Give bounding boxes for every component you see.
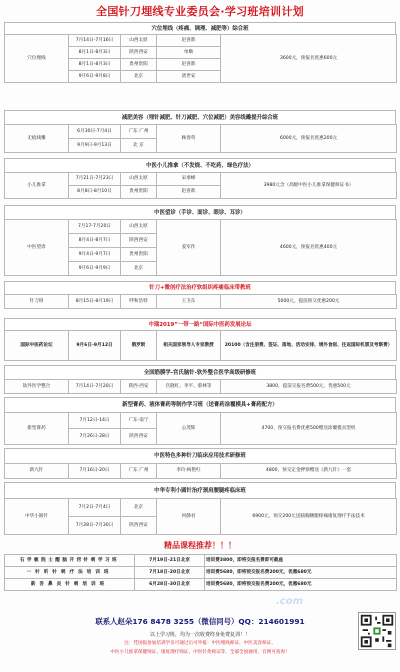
course-date: 7月2日-7月4日 (69, 499, 121, 517)
table-row (5, 579, 397, 591)
course-city: 广东 广州 (121, 125, 157, 139)
table-row (5, 125, 397, 139)
course-name: 针刀班 (5, 295, 69, 309)
course-date: 7月16日-20日 (69, 464, 121, 479)
promo-course-date: 7月19日-21日北京 (135, 555, 205, 567)
course-date: 8月1日-8月3日 (69, 47, 121, 59)
table-row (5, 567, 397, 579)
table-pediatric-massage (4, 172, 397, 199)
section-header-inspection-diagnosis: 中医望诊（手诊、面诊、眼诊、耳诊） (4, 205, 396, 219)
course-date: 8月15日-8月19日 (69, 295, 121, 309)
course-city: 山西太原 (121, 35, 157, 47)
section-header-fascia: 全国筋膜学-宫氏脑针-软外整合医学高级研修班 (4, 365, 396, 379)
qr-code-icon (359, 613, 395, 649)
promo-course-date: 6月28日-30日北京 (135, 579, 205, 591)
course-fee: 4800，预交定金押预赠送《新九针》一套 (221, 464, 397, 479)
table-row (5, 380, 397, 394)
section-header-nine-needles: 中医特色多种针刀临床应用技术研修班 (4, 448, 396, 463)
course-teacher: 单顺 (157, 47, 221, 59)
course-city: 贵州贵阳 (121, 186, 157, 199)
course-teacher: 相关国家领导人专家教授 (157, 331, 221, 361)
course-city: 陕西西安 (121, 517, 157, 535)
table-international-forum (4, 330, 397, 361)
course-date: 6月30日-7月4日 (69, 125, 121, 139)
course-date: 7月26日-28日 (69, 429, 121, 445)
course-city: 俄罗斯 (121, 331, 157, 361)
course-date: 7月12日-14日 (69, 413, 121, 429)
promo-course-fee: 培训费3800，即将交报名费即可截座 (205, 555, 397, 567)
contact-line: 联系人赵朵176 8478 3255（微信同号）QQ：214601991 (95, 617, 305, 626)
course-name: 新九针 (5, 464, 69, 479)
course-teacher: 顾春英 (157, 125, 221, 153)
course-city: 山西太原 (121, 220, 157, 234)
table-acupoint (4, 34, 397, 83)
course-teacher: 唐世安 (157, 71, 221, 83)
course-name: 新型膏药 (5, 413, 69, 445)
footer-note-1: 以上学习班，均为一次收费终身免费复训！！ (149, 632, 250, 638)
course-fee: 20100（含注册费、签证、落地、活动安排、境外食宿、往返国际机票及考察费） (221, 331, 397, 361)
table-nine-needles (4, 463, 397, 479)
course-fee: 3980元含（高级中医小儿推拿保健师证书） (221, 173, 397, 199)
course-date: 9月6日-9月9日 (69, 262, 121, 276)
course-teacher: 宫晓红、李平、蔡林等 (157, 380, 221, 394)
course-city: 陕西·西安 (121, 380, 157, 394)
table-row (5, 35, 397, 47)
table-row (5, 555, 397, 567)
course-name: 中医望诊 (5, 220, 69, 276)
course-name: 中华小圆针 (5, 499, 69, 535)
course-date: 8月8日-8月10日 (69, 186, 121, 199)
course-city: 山西太原 (121, 173, 157, 186)
promo-course-fee: 培训费5680，即将预交报名费200元，优惠680元 (205, 567, 397, 579)
course-teacher: 赵喜新 (157, 59, 221, 71)
course-city: 广东·南宁 (121, 413, 157, 429)
section-header-plaster: 新型膏药、液体膏药等制作学习班（送膏药涂覆模具+膏药配方） (4, 397, 396, 412)
table-round-needle (4, 498, 397, 535)
promo-course-name: 新吾鼻炎针刺培训班 (5, 579, 135, 591)
section-header-acupoint: 穴位埋线（疼痛、调理、减肥等）综合班 (4, 22, 396, 34)
watermark: .com (276, 596, 304, 607)
footer-note-3: 中医小儿推拿保健师证、康复理疗师证、中医针灸师证等，全部全国通用，官网可查询！ (110, 650, 290, 655)
course-city: 贵州贵阳 (121, 248, 157, 262)
promo-course-name: 石学敏院士醒脑开窍针刺学习班 (5, 555, 135, 567)
promo-heading: 精品课程推荐！！！ (164, 541, 236, 550)
course-teacher: 宋承峰 (157, 173, 221, 186)
course-city: 北京 (121, 71, 157, 83)
course-teacher: 何静君 (157, 499, 221, 535)
course-fee: 5000元，提前预交优惠200元 (221, 295, 397, 309)
course-date: 9月4日-9月7日 (69, 248, 121, 262)
course-date: 9月9日-9月13日 (69, 139, 121, 153)
course-name: 穴位埋线 (5, 35, 69, 83)
course-city: 呼和浩特 (121, 295, 157, 309)
course-fee: 6000元，预报名优惠200元 (221, 125, 397, 153)
course-city: 陕西西安 (121, 234, 157, 248)
course-teacher: 赵喜新 (157, 35, 221, 47)
course-date: 7月14日-7月20日 (69, 380, 121, 394)
course-city: 北京 (121, 262, 157, 276)
table-slimming (4, 124, 397, 153)
section-header-acupotomy: 针刀+微创疗法治疗软组织疼痛临床带教班 (4, 281, 396, 294)
table-row (5, 220, 397, 234)
course-date: 8月4日-8月7日 (69, 234, 121, 248)
course-date: 7月14日-7月16日 (69, 35, 121, 47)
course-date: 7月17-7月20日 (69, 220, 121, 234)
course-date: 7月28日-7月30日 (69, 517, 121, 535)
table-row (5, 331, 397, 361)
course-name: 无痕线雕 (5, 125, 69, 153)
page-title: 全国针刀埋线专业委员会·学习班培训计划 (96, 5, 304, 18)
promo-course-date: 7月18日-20日北京 (135, 567, 205, 579)
section-header-slimming: 减肥美容（埋针减肥、针刀减肥、穴位减肥）美容线雕提升综合班 (4, 110, 396, 124)
table-inspection-diagnosis (4, 219, 397, 276)
qr-code-image (358, 612, 396, 650)
table-row (5, 295, 397, 309)
course-date: 8月1日-8月3日 (69, 59, 121, 71)
course-date: 9月6日-9月8日 (69, 71, 121, 83)
course-city: 北 京 (121, 139, 157, 153)
course-fee: 3800，提前交报名费500元，优惠500元 (221, 380, 397, 394)
course-fee: 4600元，预报名优惠400元 (221, 220, 397, 276)
table-row (5, 464, 397, 479)
promo-course-fee: 培训费5680，即将预交报名费200元，优惠680元 (205, 579, 397, 591)
table-acupotomy (4, 294, 397, 309)
table-row (5, 413, 397, 429)
section-header-international-forum: 中瑞2019”一带一路“国际中医药发展论坛 (4, 318, 396, 330)
course-teacher: 赵喜新 (157, 186, 221, 199)
course-fee: 6900元，预交200元送脑胸腰腿疼痛康复理疗手法技术 (221, 499, 397, 535)
footer-note-2: 注：凭国报参加培训学员可通过后可申报：中医埋线师证、中医美容师证、 (124, 641, 276, 646)
course-city: 北京 (121, 499, 157, 517)
course-fee: 3600元，预报名优惠600元 (221, 35, 397, 83)
table-row (5, 173, 397, 186)
course-teacher: 公茂辉 (157, 413, 221, 445)
section-header-pediatric-massage: 中医小儿推拿（不发烧、不吃药、绿色疗法） (4, 158, 396, 172)
course-date: 9月6日-9月12日 (69, 331, 121, 361)
section-header-round-needle: 中华专利小圆针治疗颈肩腰腿疼临床班 (4, 482, 396, 498)
course-name: 小儿推拿 (5, 173, 69, 199)
course-name: 国际中医药论坛 (5, 331, 69, 361)
course-city: 广东 广州 (121, 464, 157, 479)
promo-course-name: 一针昕针刺疗法培训班 (5, 567, 135, 579)
course-name: 软外医学整合 (5, 380, 69, 394)
course-teacher: 王卫东 (157, 295, 221, 309)
course-teacher: 姜军作 (157, 220, 221, 276)
course-fee: 4700，预交报名费优惠500赠送涂覆模具型机 (221, 413, 397, 445)
course-city: 陕西西安 (121, 47, 157, 59)
table-plaster (4, 412, 397, 445)
table-fascia (4, 379, 397, 394)
course-teacher: 李玲·杨艳红 (157, 464, 221, 479)
table-row (5, 499, 397, 517)
course-city: 贵州贵阳 (121, 59, 157, 71)
course-city: 陕西西安 (121, 429, 157, 445)
table-promo (4, 554, 397, 591)
course-date: 7月21日-7月23日 (69, 173, 121, 186)
